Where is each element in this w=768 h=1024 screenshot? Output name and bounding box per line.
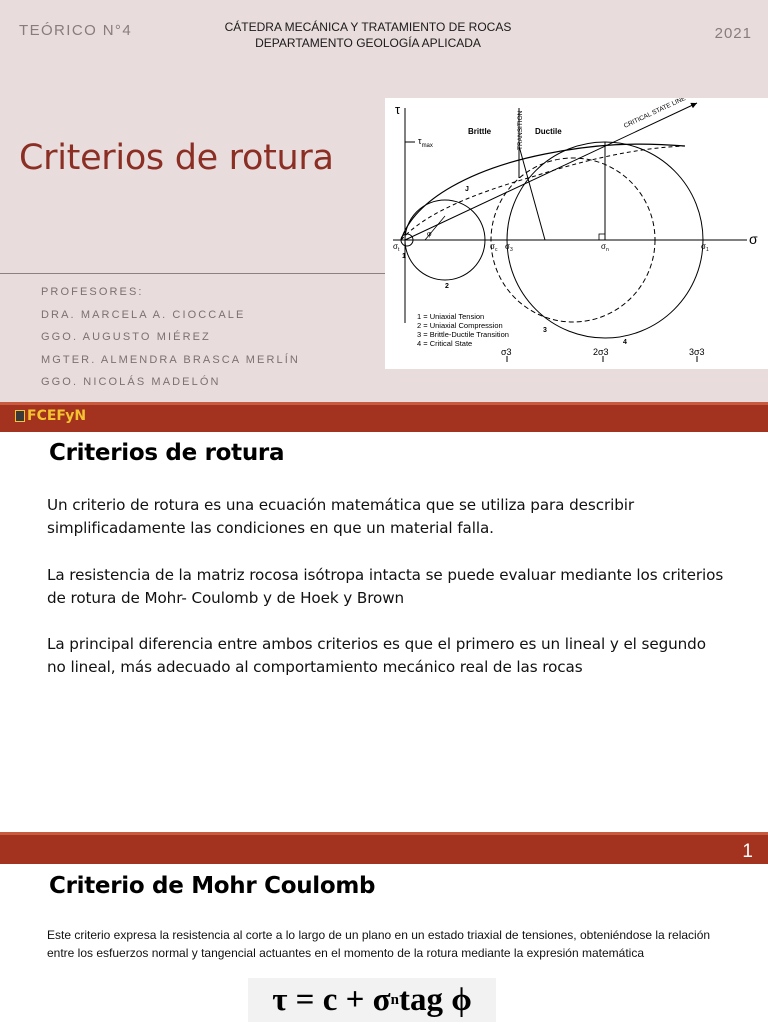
- tau-axis-label: τ: [395, 102, 401, 117]
- section-heading: Criterio de Mohr Coulomb: [49, 873, 376, 899]
- title-divider: [0, 273, 386, 274]
- legend-item: 3 = Brittle-Ductile Transition: [417, 330, 509, 339]
- sigma-n-label: $\sigma_n$: [601, 242, 609, 253]
- transition-label: TRANSITION: [517, 110, 524, 150]
- professor-item: GGO. NICOLÁS MADELÓN: [41, 376, 221, 388]
- mohr-diagram: [385, 98, 768, 369]
- logo-icon: [15, 410, 25, 422]
- section-heading: Criterios de rotura: [49, 440, 285, 466]
- sigma-c-label: $\sigma_c$: [490, 242, 498, 253]
- failure-envelope: [401, 144, 685, 240]
- paragraph: La resistencia de la matriz rocosa isótropa intacta se puede evaluar mediante los criterios de rotura de Mohr- Coulomb y de Hoek y Brown: [47, 566, 724, 607]
- legend-item: 1 = Uniaxial Tension: [417, 312, 485, 321]
- phi-label: φ: [427, 231, 432, 238]
- circle-number: 2: [445, 283, 449, 290]
- tick-label: 3σ3: [689, 347, 705, 357]
- figure-legend: [417, 312, 509, 348]
- professors-heading: PROFESORES:: [41, 286, 144, 298]
- legend-item: 2 = Uniaxial Compression: [417, 321, 503, 330]
- sigma-t-label: $\sigma_t$: [393, 242, 400, 253]
- professors-list: [41, 285, 300, 398]
- circle-number: 1: [402, 253, 406, 260]
- critical-state-label: CRITICAL STATE LINE: [622, 98, 687, 130]
- mohr-coulomb-formula: [248, 978, 496, 1022]
- legend-item: 4 = Critical State: [417, 339, 473, 348]
- formula-subscript: n: [390, 991, 399, 1008]
- sigma-3-label: $\sigma_3$: [505, 242, 513, 253]
- sigma-1-label: $\sigma_1$: [701, 242, 709, 253]
- formula-tail: tag ϕ: [398, 981, 472, 1018]
- fcefyn-logo: [15, 408, 86, 424]
- paragraph: Un criterio de rotura es una ecuación matemática que se utiliza para describir simplificadamente las condiciones en que un material falla.: [47, 496, 635, 537]
- tau-max-label: $\tau_{max}$: [418, 136, 433, 149]
- chair-name: CÁTEDRA MECÁNICA Y TRATAMIENTO DE ROCAS: [224, 20, 512, 34]
- paragraph: La principal diferencia entre ambos criterios es que el primero es un lineal y el segundo no lineal, más adecuado al comportamiento mecánico real de las rocas: [47, 635, 706, 676]
- paragraph: Este criterio expresa la resistencia al corte a lo largo de un plano en un estado triaxial de tensiones, obteniéndose la relación entre los esfuerzos normal y tangencial actuantes en el momento de la rotura mediante la expresión matemática: [47, 928, 711, 960]
- professor-item: DRA. MARCELA A. CIOCCALE: [41, 308, 246, 321]
- page-title: Criterios de rotura: [19, 138, 334, 178]
- professor-item: MGTER. ALMENDRA BRASCA MERLÍN: [41, 353, 300, 366]
- ductile-label: Ductile: [535, 127, 562, 136]
- slide-footer-bar: [0, 402, 768, 432]
- title-slide: [0, 0, 768, 424]
- department-header: [208, 19, 528, 51]
- tick-label: σ3: [501, 347, 512, 357]
- mohr-diagram-svg: [385, 98, 768, 369]
- professor-item: GGO. AUGUSTO MIÉREZ: [41, 331, 211, 343]
- tick-label: 2σ3: [593, 347, 609, 357]
- logo-text: FCEFyN: [27, 408, 87, 424]
- year-label: 2021: [714, 25, 752, 42]
- critical-state-line: [405, 103, 697, 240]
- department-name: DEPARTAMENTO GEOLOGÍA APLICADA: [255, 36, 481, 50]
- brittle-label: Brittle: [468, 127, 492, 136]
- sigma-axis-label: σ: [749, 231, 758, 247]
- circle-number: 4: [623, 339, 627, 346]
- linear-envelope: [401, 146, 685, 240]
- circle-number: J: [465, 186, 469, 193]
- page-number: 1: [742, 841, 753, 862]
- formula-main: τ = c + σ: [272, 981, 391, 1018]
- course-label: TEÓRICO N°4: [19, 22, 133, 39]
- circle-number: 3: [543, 327, 547, 334]
- slide-footer-bar: [0, 832, 768, 864]
